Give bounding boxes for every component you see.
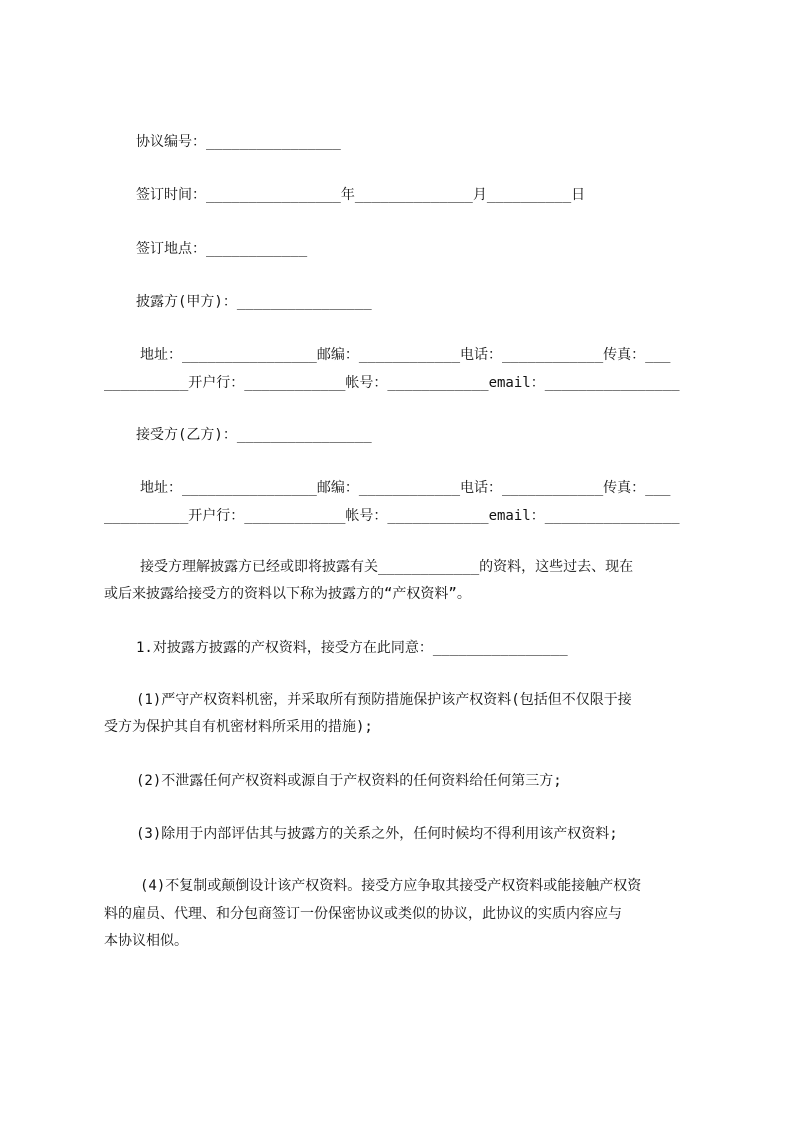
party-b-bank-line: __________开户行：____________帐号：____________email：________________ <box>104 508 680 524</box>
item-1-line-2: 受方为保护其自有机密材料所采用的措施); <box>104 719 373 735</box>
intro-paragraph-line-2: 或后来披露给接受方的资料以下称为披露方的“产权资料”。 <box>104 586 471 602</box>
party-a-bank-line: __________开户行：____________帐号：____________email：________________ <box>104 375 680 391</box>
party-b-line: 接受方(乙方)：________________ <box>136 427 372 443</box>
item-4-line-1: (4)不复制或颠倒设计该产权资料。接受方应争取其接受产权资料或能接触产权资 <box>140 878 642 894</box>
item-4-line-2: 料的雇员、代理、和分包商签订一份保密协议或类似的协议，此协议的实质内容应与 <box>104 906 622 922</box>
item-4-line-3: 本协议相似。 <box>104 933 188 949</box>
sign-date-line: 签订时间：________________年______________月__________日 <box>136 187 586 203</box>
item-2-line: (2)不泄露任何产权资料或源自于产权资料的任何资料给任何第三方; <box>136 773 562 789</box>
agreement-number-line: 协议编号：________________ <box>136 134 341 150</box>
party-a-address-line: 地址：________________邮编：____________电话：____________传真：___ <box>140 347 671 363</box>
party-a-line: 披露方(甲方)：________________ <box>136 294 372 310</box>
item-3-line: (3)除用于内部评估其与披露方的关系之外，任何时候均不得利用该产权资料; <box>136 826 618 842</box>
item-1-line-1: (1)严守产权资料机密，并采取所有预防措施保护该产权资料(包括但不仅限于接 <box>136 692 632 708</box>
intro-paragraph-line-1: 接受方理解披露方已经或即将披露有关____________的资料，这些过去、现在 <box>140 559 634 575</box>
clause-1-line: 1.对披露方披露的产权资料，接受方在此同意：________________ <box>136 640 568 656</box>
sign-place-line: 签订地点：____________ <box>136 241 308 257</box>
party-b-address-line: 地址：________________邮编：____________电话：____________传真：___ <box>140 480 671 496</box>
